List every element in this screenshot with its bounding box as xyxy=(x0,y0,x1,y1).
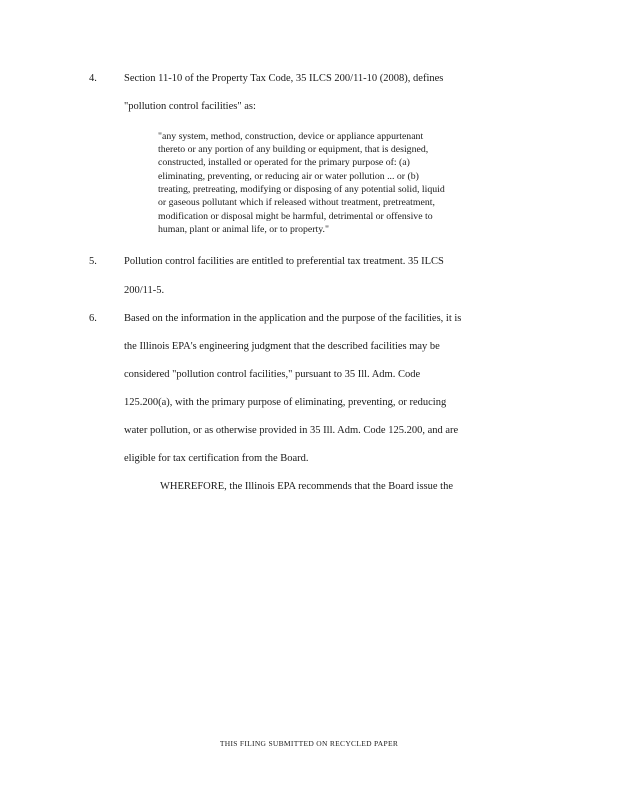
paragraph-6-line-4: 125.200(a), with the primary purpose of eliminating, preventing, or reducing xyxy=(124,397,447,408)
quote-line: thereto or any portion of any building or equipment, that is designed, xyxy=(158,144,429,155)
paragraph-6-line-5: water pollution, or as otherwise provided in 35 Ill. Adm. Code 125.200, and are xyxy=(124,425,459,436)
paragraph-6-line-3: considered "pollution control facilities," pursuant to 35 Ill. Adm. Code xyxy=(124,369,421,380)
paragraph-5-line-2: 200/11-5. xyxy=(124,285,165,296)
quote-line: human, plant or animal life, or to property." xyxy=(158,224,329,235)
quote-line: modification or disposal might be harmful, detrimental or offensive to xyxy=(158,211,433,222)
quote-line: "any system, method, construction, device or appliance appurtenant xyxy=(158,131,424,142)
recycled-paper-footer: THIS FILING SUBMITTED ON RECYCLED PAPER xyxy=(219,739,399,748)
paragraph-6-line-6: eligible for tax certification from the Board. xyxy=(124,453,309,464)
paragraph-4-line-2: "pollution control facilities" as: xyxy=(124,101,256,112)
paragraph-6-line-1: Based on the information in the application and the purpose of the facilities, it is xyxy=(124,313,462,324)
quote-line: constructed, installed or operated for the primary purpose of: (a) xyxy=(158,157,410,168)
paragraph-5-number: 5. xyxy=(89,256,97,267)
quote-line: eliminating, preventing, or reducing air or water pollution ... or (b) xyxy=(158,171,419,182)
quote-line: or gaseous pollutant which if released without treatment, pretreatment, xyxy=(158,197,435,208)
paragraph-4-line-1: Section 11-10 of the Property Tax Code, 35 ILCS 200/11-10 (2008), defines xyxy=(124,73,444,84)
paragraph-6-number: 6. xyxy=(89,313,97,324)
paragraph-6-line-2: the Illinois EPA's engineering judgment that the described facilities may be xyxy=(124,341,440,352)
paragraph-5-line-1: Pollution control facilities are entitled to preferential tax treatment. 35 ILCS xyxy=(124,256,444,267)
closing-paragraph: WHEREFORE, the Illinois EPA recommends that the Board issue the xyxy=(160,481,453,492)
quote-line: treating, pretreating, modifying or disposing of any potential solid, liquid xyxy=(158,184,445,195)
paragraph-4-number: 4. xyxy=(89,73,97,84)
